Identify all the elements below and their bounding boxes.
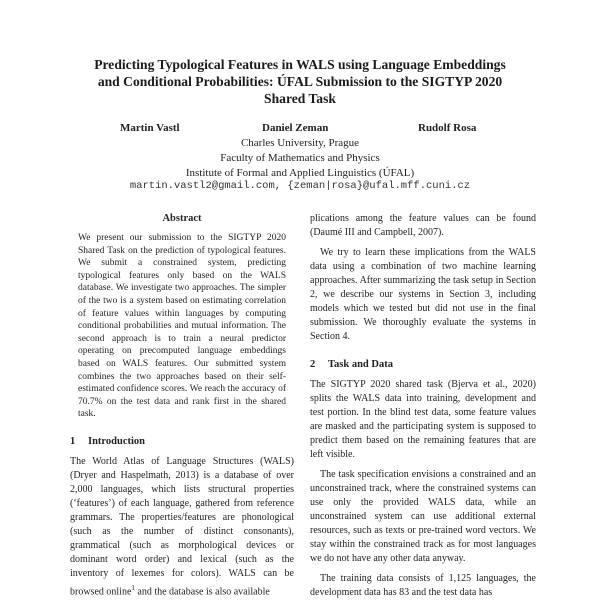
abstract-text: We present our submission to the SIGTYP 2020 Shared Task on the prediction of typological features. We submit a constrained system, predicting typological features only based on the WALS database. We investigate two approaches. The simpler of the two is a system based on estimating correlation of feature values within languages by computing conditional probabilities and mutual information. The second approach is to train a neural predictor operating on precomputed language embeddings based on WALS features. Our submitted system combines the two approaches based on their self-estimated confidence scores. We reach the accuracy of 70.7% on the test data and rank first in the shared task.: [78, 233, 286, 420]
left-column: [70, 212, 294, 605]
affiliation-line: Institute of Formal and Applied Linguistics (ÚFAL): [185, 167, 415, 179]
footnote-mark: 1: [131, 583, 135, 592]
affiliation-line: Faculty of Mathematics and Physics: [220, 152, 380, 164]
title-line: Predicting Typological Features in WALS using Language Embeddings: [94, 57, 506, 72]
section-title: Introduction: [88, 435, 145, 447]
intro-text: The World Atlas of Language Structures (WALS) (Dryer and Haspelmath, 2013) is a database of over 2,000 languages, which lists structural properties (‘features’) of each language, gathered from reference grammars. The properties/features are phonological (such as the number of distinct consonants), grammatical (such as morphological devices or dominant word order) and lexical (such as the inventory of lexemes for colors). WALS can be browsed online: [70, 455, 294, 598]
body-paragraph: plications among the feature values can be found (Daumé III and Campbell, 2007).: [310, 213, 536, 238]
author-name: Rudolf Rosa: [418, 122, 477, 134]
author-name: Martin Vastl: [120, 122, 180, 134]
body-paragraph: The SIGTYP 2020 shared task (Bjerva et al., 2020) splits the WALS data into training, development and test portion. In the blind test data, some feature values are masked and the participating system is supposed to predict them based on the remaining features that are left visible.: [310, 379, 536, 460]
body-paragraph: The training data consists of 1,125 languages, the development data has 83 and the test data has: [310, 573, 536, 598]
author-name: Daniel Zeman: [262, 122, 329, 134]
intro-text-continued: and the database is also available: [134, 586, 270, 598]
section-number: 2: [310, 359, 316, 370]
title-line: Shared Task: [264, 91, 336, 106]
intro-paragraph: [70, 455, 294, 599]
paper-title: [40, 56, 560, 107]
section-heading-introduction: [70, 435, 294, 449]
title-line: and Conditional Probabilities: ÚFAL Submission to the SIGTYP 2020: [97, 74, 503, 89]
body-paragraph: The task specification envisions a constrained and an unconstrained track, where the constrained systems can use only the provided WALS data, while an unconstrained system can use additional external resources, such as texts or pre-trained word vectors. We stay within the constrained track as for most languages we do not have any other data anyway.: [310, 469, 536, 564]
abstract-heading: Abstract: [162, 213, 202, 224]
section-heading-task-and-data: [310, 358, 536, 372]
author-emails: martin.vastl2@gmail.com, {zeman|rosa}@ufal.mff.cuni.cz: [129, 180, 471, 192]
section-number: 1: [70, 435, 76, 447]
section-title: Task and Data: [328, 359, 393, 370]
body-paragraph: We try to learn these implications from the WALS data using a combination of two machine learning approaches. After summarizing the task setup in Section 2, we describe our systems in Section 3, including models which we tested but did not use in the final submission. We thoroughly evaluate the systems in Section 4.: [310, 247, 536, 342]
right-column: [310, 212, 536, 606]
affiliation-line: Charles University, Prague: [240, 137, 360, 149]
